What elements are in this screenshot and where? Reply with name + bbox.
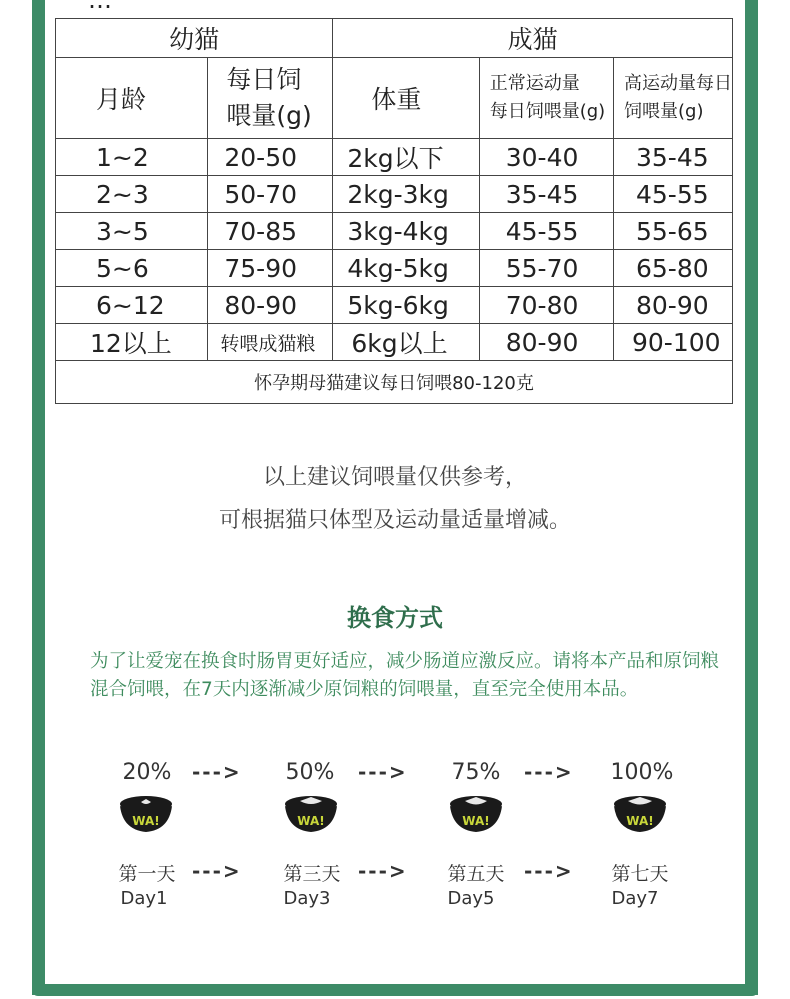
cell-weight: 3kg-4kg — [333, 213, 479, 250]
cell-normal: 45-55 — [479, 213, 613, 250]
advice-line-1: 以上建议饲喂量仅供参考， — [262, 465, 527, 490]
step-day-cn-2: 第三天 — [283, 863, 341, 885]
step-percent-1: 20% — [122, 760, 172, 785]
table-row — [56, 287, 733, 324]
cell-daily: 70-85 — [208, 213, 333, 250]
frame-bottom-border — [32, 984, 758, 996]
cell-normal: 30-40 — [479, 139, 613, 176]
step-day-cn-3: 第五天 — [447, 863, 505, 885]
step-day-en-2: Day3 — [283, 888, 331, 909]
cell-age: 6~12 — [56, 287, 208, 324]
cell-age: 3~5 — [56, 213, 208, 250]
header-age: 月龄 — [56, 58, 208, 139]
cell-age: 5~6 — [56, 250, 208, 287]
step-percent-2: 50% — [285, 760, 335, 785]
cell-age: 12以上 — [56, 324, 208, 361]
step-day-en-1: Day1 — [120, 888, 168, 909]
bowl-label: WA! — [462, 814, 490, 828]
cell-weight: 2kg以下 — [333, 139, 479, 176]
arrow-icon: ---> — [524, 760, 574, 784]
table-title-cropped: … — [88, 0, 114, 14]
step-percent-3: 75% — [451, 760, 501, 785]
food-bowl-icon — [282, 794, 340, 834]
header-daily-line2: 喂量(g) — [226, 101, 312, 130]
cell-daily: 20-50 — [208, 139, 333, 176]
cell-weight: 2kg-3kg — [333, 176, 479, 213]
table-row — [56, 250, 733, 287]
arrow-icon: ---> — [524, 859, 574, 883]
cell-normal: 35-45 — [479, 176, 613, 213]
step-day-en-4: Day7 — [611, 888, 659, 909]
food-bowl-icon — [447, 794, 505, 834]
header-high — [614, 58, 733, 139]
cell-high: 35-45 — [614, 139, 733, 176]
cell-weight: 6kg以上 — [333, 324, 479, 361]
step-day-cn-1: 第一天 — [118, 863, 176, 885]
frame-right-border — [745, 0, 758, 995]
table-row — [56, 176, 733, 213]
food-bowl-icon — [611, 794, 669, 834]
header-normal — [479, 58, 613, 139]
arrow-icon: ---> — [192, 859, 242, 883]
pregnancy-note: 怀孕期母猫建议每日饲喂80-120克 — [56, 361, 733, 404]
header-high-line1: 高运动量每日 — [624, 73, 732, 94]
cell-daily: 50-70 — [208, 176, 333, 213]
cell-weight: 5kg-6kg — [333, 287, 479, 324]
header-normal-line1: 正常运动量 — [489, 73, 580, 94]
cell-high: 90-100 — [614, 324, 733, 361]
cell-normal: 70-80 — [479, 287, 613, 324]
cell-age: 2~3 — [56, 176, 208, 213]
header-daily — [208, 58, 333, 139]
cell-high: 65-80 — [614, 250, 733, 287]
header-daily-line1: 每日饲 — [226, 65, 302, 94]
arrow-icon: ---> — [358, 859, 408, 883]
table-row — [56, 324, 733, 361]
bowl-label: WA! — [132, 814, 160, 828]
group-kitten: 幼猫 — [56, 19, 333, 58]
step-day-en-3: Day5 — [447, 888, 495, 909]
table-row — [56, 139, 733, 176]
switch-section-title: 换食方式 — [347, 604, 443, 632]
arrow-icon: ---> — [192, 760, 242, 784]
cell-daily: 80-90 — [208, 287, 333, 324]
bowl-label: WA! — [626, 814, 654, 828]
header-normal-line2: 每日饲喂量(g) — [489, 101, 606, 122]
arrow-icon: ---> — [358, 760, 408, 784]
step-percent-4: 100% — [610, 760, 674, 785]
cell-high: 45-55 — [614, 176, 733, 213]
header-weight: 体重 — [333, 58, 479, 139]
cell-weight: 4kg-5kg — [333, 250, 479, 287]
cell-normal: 80-90 — [479, 324, 613, 361]
table-row — [56, 213, 733, 250]
cell-age: 1~2 — [56, 139, 208, 176]
frame-left-border — [32, 0, 45, 995]
cell-high: 80-90 — [614, 287, 733, 324]
advice-line-2: 可根据猫只体型及运动量适量增减。 — [218, 508, 571, 533]
group-adult: 成猫 — [333, 19, 733, 58]
cell-daily: 转喂成猫粮 — [208, 324, 333, 361]
bowl-label: WA! — [297, 814, 325, 828]
cell-daily: 75-90 — [208, 250, 333, 287]
feeding-table — [55, 18, 733, 404]
cell-normal: 55-70 — [479, 250, 613, 287]
cell-high: 55-65 — [614, 213, 733, 250]
header-high-line2: 饲喂量(g) — [624, 101, 704, 122]
food-bowl-icon — [117, 794, 175, 834]
step-day-cn-4: 第七天 — [611, 863, 669, 885]
switch-description: 为了让爱宠在换食时肠胃更好适应，减少肠道应激反应。请将本产品和原饲粮混合饲喂，在7天内逐渐减少原饲粮的饲喂量，直至完全使用本品。 — [90, 651, 720, 700]
